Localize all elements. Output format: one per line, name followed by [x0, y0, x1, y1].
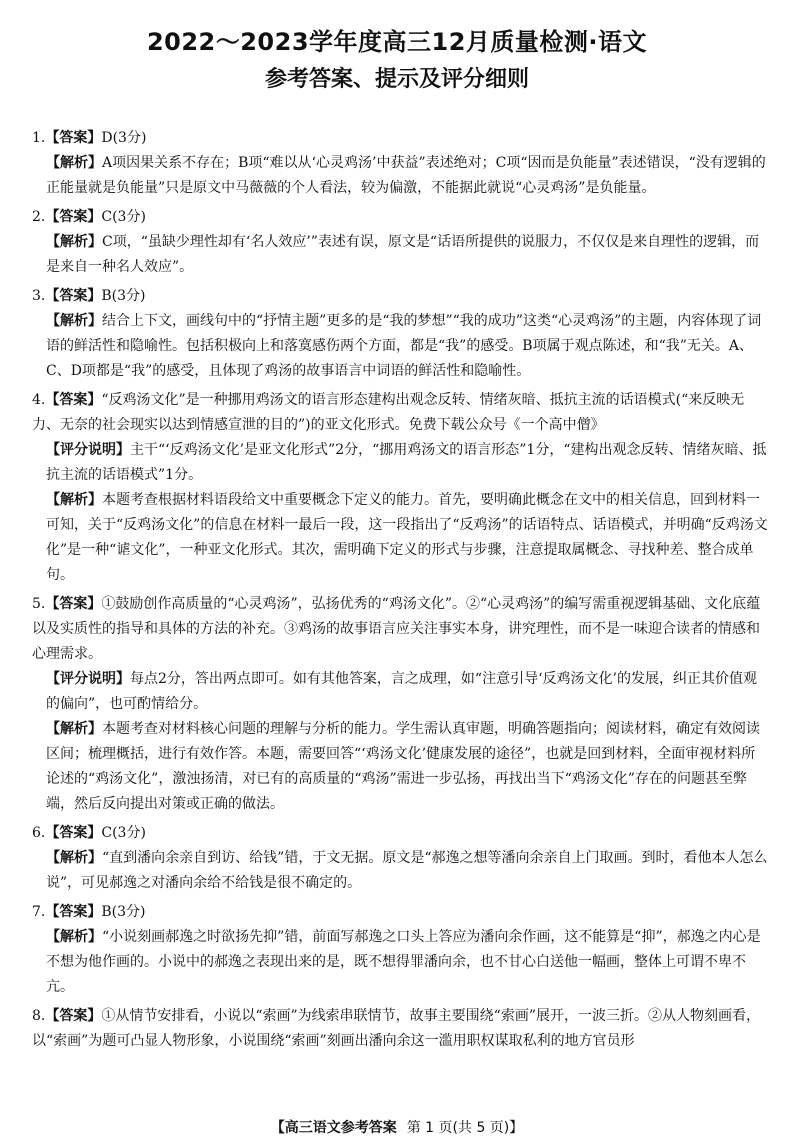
analysis-paragraph — [32, 925, 768, 1000]
analysis-tag: 【解析】 — [46, 929, 102, 945]
analysis-text: A项因果关系不存在；B项“难以从‘心灵鸡汤’中获益”表述绝对；C项“因而是负能量”表述错误，“没有逻辑的正能量就是负能量”只是原文中马薇薇的个人看法，较为偏激，不能据此就说“心灵鸡汤”是负能量。 — [46, 155, 766, 196]
analysis-paragraph — [32, 488, 768, 588]
analysis-tag: 【解析】 — [46, 155, 102, 171]
scoring-tag: 【评分说明】 — [46, 671, 130, 687]
answer-item-5 — [32, 592, 768, 817]
answer-tag: 【答案】 — [45, 209, 102, 225]
analysis-tag: 【解析】 — [46, 313, 102, 329]
analysis-text: 结合上下文，画线句中的“抒情主题”更多的是“我的梦想”“我的成功”这类“心灵鸡汤”的主题，内容体现了词语的鲜活性和隐喻性。包括积极向上和落寞感伤两个方面，都是“我”的感受。B项属于观点陈述，和“我”无关。A、C、D项都是“我”的感受，且体现了鸡汤的故事语言中词语的鲜活性和隐喻性。 — [46, 313, 762, 379]
answer-line — [32, 205, 768, 230]
answer-item-4 — [32, 388, 768, 588]
item-number: 3. — [32, 288, 46, 304]
page-subtitle: 参考答案、提示及评分细则 — [264, 67, 529, 92]
page-title: 2022～2023学年度高三12月质量检测·语文 — [146, 28, 648, 56]
answer-tag: 【答案】 — [45, 825, 102, 841]
analysis-text: 本题考查根据材料语段给文中重要概念下定义的能力。首先，要明确此概念在文中的相关信息，回到材料一可知，关于“反鸡汤文化”的信息在材料一最后一段，这一段指出了“反鸡汤”的话语特点、话语模式，并明确“反鸡汤文化”是一种“谑文化”，一种亚文化形式。其次，需明确下定义的形式与步骤，注意提取属概念、寻找种差、整合成单句。 — [46, 492, 768, 583]
item-number: 1. — [32, 130, 46, 146]
analysis-paragraph — [32, 151, 768, 201]
answer-list — [32, 126, 768, 1058]
answer-text: ①鼓励创作高质量的“心灵鸡汤”，弘扬优秀的“鸡汤文化”。②“心灵鸡汤”的编写需重视逻辑基础、文化底蕴以及实质性的指导和具体的方法的补充。③鸡汤的故事语言应关注事实本身，讲究理性，而不是一味迎合读者的情感和心理需求。 — [32, 596, 761, 662]
answer-item-6 — [32, 821, 768, 896]
answer-item-2 — [32, 205, 768, 280]
analysis-text: 本题考查对材料核心问题的理解与分析的能力。学生需认真审题，明确答题指向；阅读材料，确定有效阅读区间；梳理概括，进行有效作答。本题，需要回答“‘鸡汤文化’健康发展的途径”，也就是回到材料，全面审视材料所论述的“鸡汤文化”，激浊扬清，对已有的高质量的“鸡汤”需进一步弘扬，再找出当下“鸡汤文化”存在的问题甚至弊端，然后反向提出对策或正确的做法。 — [46, 721, 760, 812]
answer-line — [32, 592, 768, 667]
answer-line — [32, 900, 768, 925]
scoring-tag: 【评分说明】 — [46, 442, 130, 458]
answer-line — [32, 126, 768, 151]
item-number: 5. — [32, 596, 46, 612]
scoring-text: 主干“‘反鸡汤文化’是亚文化形式”2分，“挪用鸡汤文的语言形态”1分，“建构出观念反转、情绪灰暗、抵抗主流的话语模式”1分。 — [46, 442, 767, 483]
item-number: 4. — [32, 392, 46, 408]
answer-item-8 — [32, 1004, 768, 1054]
analysis-text: “小说刻画郝逸之时欲扬先抑”错，前面写郝逸之口头上答应为潘向余作画，这不能算是“抑”，郝逸之内心是不想为他作画的。小说中的郝逸之表现出来的是，既不想得罪潘向余，也不甘心白送他一幅画，整体上可谓不卑不亢。 — [46, 929, 761, 995]
analysis-paragraph — [32, 309, 768, 384]
footer-label: 【高三语文参考答案 — [270, 1120, 397, 1136]
analysis-text: “直到潘向余亲自到访、给钱”错，于文无据。原文是“郝逸之想等潘向余亲自上门取画。到时，看他本人怎么说”，可见郝逸之对潘向余给不给钱是很不确定的。 — [46, 850, 768, 891]
answer-line — [32, 388, 768, 438]
scoring-text: 每点2分，答出两点即可。如有其他答案，言之成理，如“注意引导‘反鸡汤文化’的发展，纠正其价值观的偏向”，也可酌情给分。 — [46, 671, 757, 712]
page-number: 第 1 页(共 5 页)】 — [406, 1120, 524, 1136]
answer-item-1 — [32, 126, 768, 201]
page-footer — [0, 1117, 794, 1137]
answer-line — [32, 1004, 768, 1054]
analysis-text: C项，“虽缺少理性却有‘名人效应’”表述有误，原文是“话语所提供的说服力，不仅仅是来自理性的逻辑，而是来自一种名人效应”。 — [46, 234, 760, 275]
answer-item-7 — [32, 900, 768, 1000]
analysis-tag: 【解析】 — [46, 721, 102, 737]
scoring-paragraph — [32, 667, 768, 717]
item-number: 8. — [32, 1008, 46, 1024]
answer-text: C(3分) — [101, 825, 146, 841]
answer-tag: 【答案】 — [45, 392, 102, 408]
answer-tag: 【答案】 — [45, 904, 102, 920]
answer-item-3 — [32, 284, 768, 384]
answer-tag: 【答案】 — [45, 130, 102, 146]
item-number: 7. — [32, 904, 46, 920]
answer-text: B(3分) — [101, 904, 146, 920]
analysis-tag: 【解析】 — [46, 850, 102, 866]
answer-text: C(3分) — [101, 209, 146, 225]
analysis-tag: 【解析】 — [46, 492, 102, 508]
answer-line — [32, 821, 768, 846]
analysis-paragraph — [32, 230, 768, 280]
answer-text: D(3分) — [101, 130, 147, 146]
answer-text: “反鸡汤文化”是一种挪用鸡汤文的语言形态建构出观念反转、情绪灰暗、抵抗主流的话语模式(“来反映无力、无奈的社会现实以达到情感宣泄的目的”)的亚文化形式。免费下载公众号《一个高中僧》 — [32, 392, 745, 433]
analysis-tag: 【解析】 — [46, 234, 102, 250]
item-number: 2. — [32, 209, 46, 225]
answer-text: ①从情节安排看，小说以“索画”为线索串联情节，故事主要围绕“索画”展开，一波三折。②从人物刻画看，以“索画”为题可凸显人物形象，小说围绕“索画”刻画出潘向余这一滥用职权谋取私利的地方官员形 — [32, 1008, 760, 1049]
analysis-paragraph — [32, 846, 768, 896]
answer-tag: 【答案】 — [45, 596, 102, 612]
item-number: 6. — [32, 825, 46, 841]
answer-tag: 【答案】 — [45, 1008, 102, 1024]
scoring-paragraph — [32, 438, 768, 488]
answer-tag: 【答案】 — [45, 288, 102, 304]
answer-text: B(3分) — [101, 288, 146, 304]
analysis-paragraph — [32, 717, 768, 817]
answer-line — [32, 284, 768, 309]
